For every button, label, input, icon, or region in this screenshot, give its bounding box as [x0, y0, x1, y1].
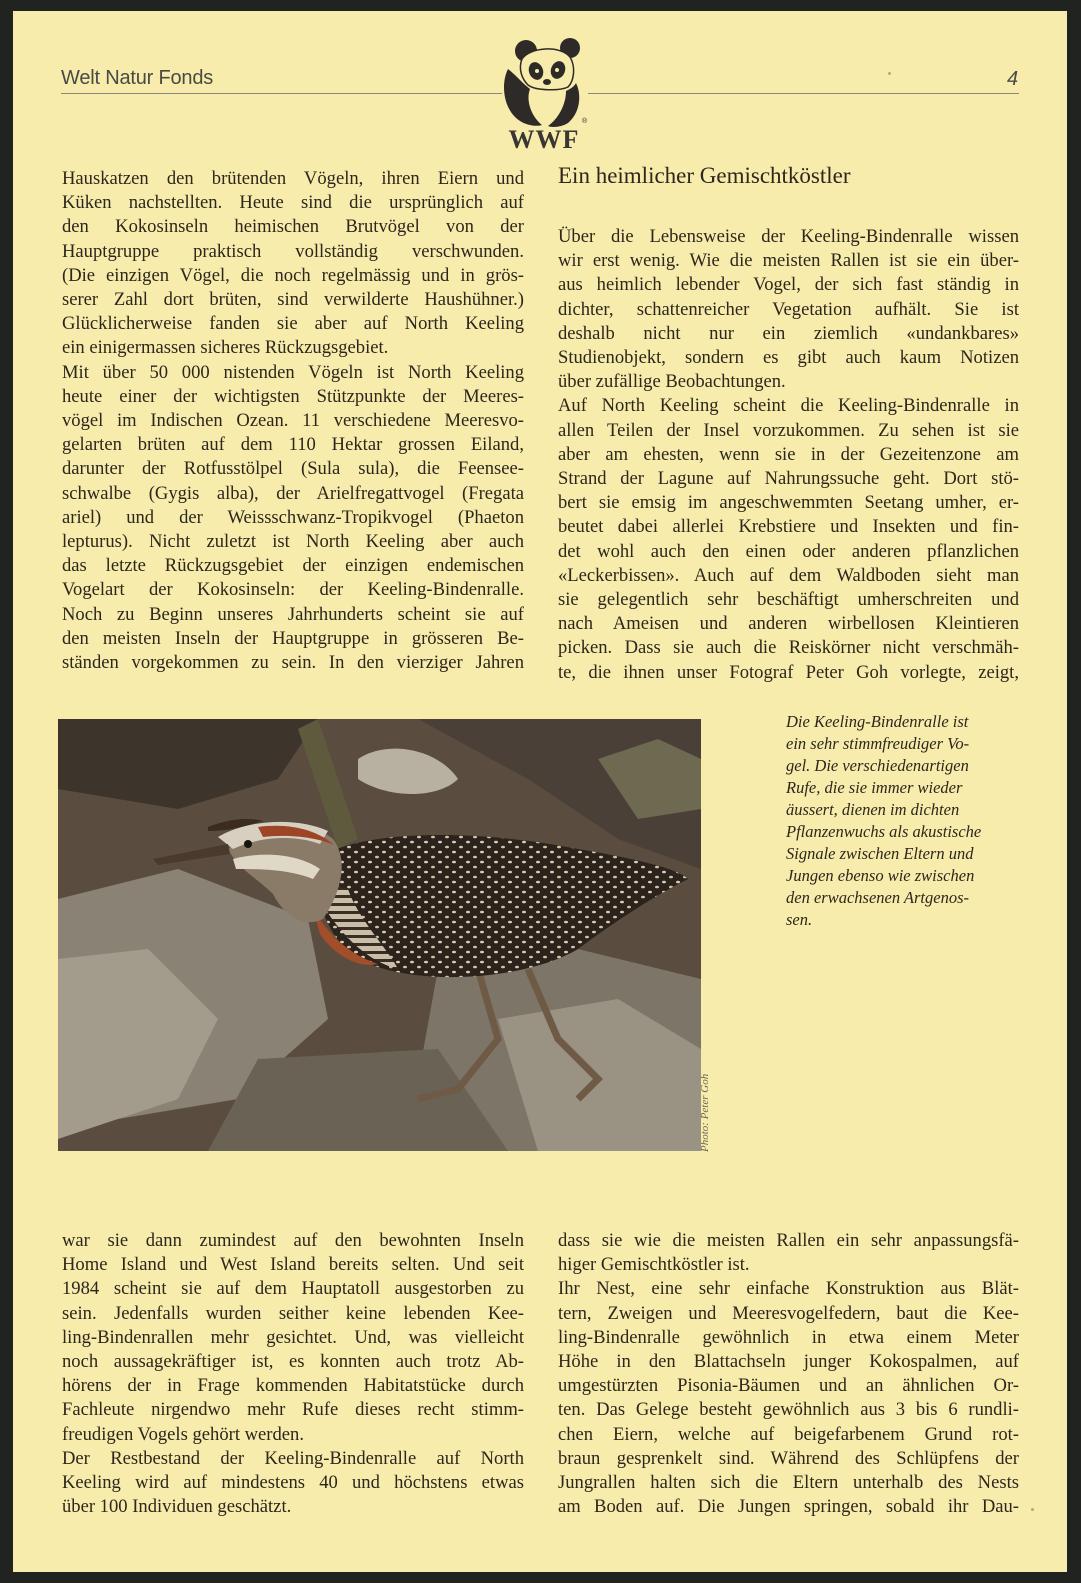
publisher-name: Welt Natur Fonds [61, 67, 214, 89]
text-line: Home Island und West Island bereits selten. Und seit [62, 1254, 524, 1276]
header-rule-left [61, 93, 502, 94]
caption-line: Jungen ebenso wie zwischen [786, 866, 975, 885]
text-line: det wohl auch den einen oder anderen pflanzlichen [558, 540, 1019, 562]
text-line: war sie dann zumindest auf den bewohnten Inseln [62, 1230, 524, 1251]
bird-photo [58, 719, 701, 1151]
caption-line: Rufe, die sie immer wieder [786, 778, 963, 797]
text-line: den Kokosinseln heimischen Brutvögel von der [62, 216, 524, 238]
text-line: ständen vorgekommen zu sein. In den vierziger Jahren [62, 652, 524, 674]
text-line: te, die ihnen unser Fotograf Peter Goh vorlegte, zeigt, [558, 661, 1019, 683]
text-line: umgestürzten Pisonia-Bäumen und an ähnlichen Or- [558, 1375, 1019, 1397]
column-bottom-left [62, 1229, 524, 1519]
text-line: Fachleute nirgendwo mehr Rufe dieses recht stimm- [62, 1399, 524, 1421]
buff-banded-rail-image [58, 719, 701, 1151]
caption-line: ein sehr stimmfreudiger Vo- [786, 734, 970, 753]
svg-text:®: ® [582, 118, 588, 125]
text-line: ling-Bindenralle gewöhnlich in etwa einem Meter [558, 1326, 1019, 1348]
text-line: Höhe in den Blattachseln junger Kokospalmen, auf [558, 1351, 1019, 1373]
text-line: braun gesprenkelt sind. Während des Schlüpfens der [558, 1447, 1019, 1469]
text-line: Jungrallen halten sich die Eltern unterhalb des Nests [558, 1472, 1019, 1494]
text-line: Mit über 50 000 nistenden Vögeln ist North Keeling [62, 361, 524, 383]
caption-line: Pflanzenwuchs als akustische [786, 822, 982, 841]
text-line: schwalbe (Gygis alba), der Arielfregattvogel (Fregata [62, 482, 524, 504]
text-line: ten. Das Gelege besteht gewöhnlich aus 3 bis 6 rundli- [558, 1399, 1019, 1421]
text-line: (Die einzigen Vögel, die noch regelmässig und in grös- [62, 264, 524, 286]
text-line: Vogelart der Kokosinseln: der Keeling-Bindenralle. [62, 579, 524, 601]
text-line: gelarten brüten auf dem 110 Hektar grossen Eiland, [62, 434, 524, 456]
text-line: bert sie emsig im angeschwemmten Seetang umher, er- [558, 492, 1019, 514]
text-line: dass sie wie die meisten Rallen ein sehr anpassungsfä- [558, 1230, 1019, 1251]
text-line: Hauskatzen den brütenden Vögeln, ihren Eiern und [62, 168, 524, 189]
panda-icon [496, 29, 592, 129]
text-line: am Boden auf. Die Jungen springen, sobald ihr Dau- [558, 1496, 1019, 1518]
header-rule-right [588, 93, 1019, 94]
text-line: hörens der in Frage kommenden Habitatstücke durch [62, 1375, 524, 1397]
document-page [13, 11, 1067, 1572]
text-line: higer Gemischtköstler ist. [558, 1254, 750, 1276]
text-line: wir erst wenig. Wie die meisten Rallen ist sie ein über- [558, 250, 1019, 272]
text-line: Studienobjekt, sondern es gibt auch kaum Notizen [558, 347, 1019, 369]
text-line: lepturus). Nicht zuletzt ist North Keeling aber auch [62, 531, 524, 553]
text-line: vögel im Indischen Ozean. 11 verschiedene Meeresvo- [62, 410, 524, 432]
text-line: aus heimlich lebender Vogel, der sich fast ständig in [558, 274, 1019, 296]
text-line: tern, Zweigen und Meeresvogelfedern, baut die Kee- [558, 1302, 1019, 1324]
caption-line: äussert, dienen im dichten [786, 800, 960, 819]
text-line: «Leckerbissen». Auch auf dem Waldboden sieht man [558, 564, 1019, 586]
text-line: Noch zu Beginn unseres Jahrhunderts scheint sie auf [62, 603, 524, 625]
wwf-panda-logo [496, 29, 592, 159]
text-line: über zufällige Beobachtungen. [558, 371, 786, 393]
text-line: heute einer der wichtigsten Stützpunkte der Meeres- [62, 385, 524, 407]
text-line: ariel) und der Weissschwanz-Tropikvogel (Phaeton [62, 506, 524, 528]
text-line: Ihr Nest, eine sehr einfache Konstruktion aus Blät- [558, 1278, 1019, 1300]
text-line: Auf North Keeling scheint die Keeling-Bindenralle in [558, 395, 1019, 417]
text-line: ling-Bindenrallen mehr gesichtet. Und, was vielleicht [62, 1326, 524, 1348]
text-line: chen Eiern, welche auf beigefarbenem Grund rot- [558, 1423, 1019, 1445]
text-line: freudigen Vogels gehört werden. [62, 1423, 304, 1445]
page-number: 4 [1007, 68, 1019, 90]
photo-caption [786, 711, 1026, 931]
text-line: Hauptgruppe praktisch vollständig verschwunden. [62, 240, 524, 262]
text-line: sie gelegentlich sehr beschäftigt umherschreiten und [558, 589, 1019, 611]
text-line: beutet dabei allerlei Krebstiere und Insekten und fin- [558, 516, 1019, 538]
text-line: sein. Jedenfalls wurden seither keine lebenden Kee- [62, 1302, 524, 1324]
caption-line: den erwachsenen Artgenos- [786, 888, 969, 907]
text-line: nach Ameisen und anderen wirbellosen Kleintieren [558, 613, 1019, 635]
wwf-logo-text: WWF [508, 125, 580, 154]
text-line: deshalb nicht nur ein ziemlich «undankbares» [558, 322, 1019, 344]
paper-speck [1031, 1508, 1034, 1511]
text-line: den meisten Inseln der Hauptgruppe in grösseren Be- [62, 627, 524, 649]
text-line: darunter der Rotfusstölpel (Sula sula), die Feensee- [62, 458, 524, 480]
text-line: über 100 Individuen geschätzt. [62, 1496, 292, 1518]
text-line: Der Restbestand der Keeling-Bindenralle auf North [62, 1447, 524, 1469]
text-line: Glücklicherweise fanden sie aber auf North Keeling [62, 313, 524, 335]
caption-line: gel. Die verschiedenartigen [786, 756, 969, 775]
text-line: dichter, schattenreicher Vegetation aufhält. Sie ist [558, 298, 1019, 320]
caption-line: sen. [786, 910, 813, 929]
section-heading: Ein heimlicher Gemischtköstler [558, 163, 851, 188]
text-line: 1984 scheint sie auf dem Hauptatoll ausgestorben zu [62, 1278, 524, 1300]
column-top-left [62, 167, 524, 675]
text-line: noch aussagekräftiger ist, es konnten auch trotz Ab- [62, 1351, 524, 1373]
text-line: Keeling wird auf mindestens 40 und höchstens etwas [62, 1472, 524, 1494]
photo-credit: Photo: Peter Goh [699, 1073, 711, 1152]
text-line: Über die Lebensweise der Keeling-Bindenralle wissen [558, 226, 1019, 247]
text-line: das letzte Rückzugsgebiet der einzigen endemischen [62, 555, 524, 577]
text-line: Küken nachstellten. Heute sind die ursprünglich auf [62, 192, 524, 214]
caption-line: Signale zwischen Eltern und [786, 844, 974, 863]
caption-line: Die Keeling-Bindenralle ist [786, 712, 969, 731]
text-line: serer Zahl dort brüten, sind verwilderte Haushühner.) [62, 289, 524, 311]
text-line: Strand der Lagune auf Nahrungssuche geht. Dort stö- [558, 468, 1019, 490]
column-top-right [558, 225, 1019, 685]
paper-speck [888, 72, 891, 75]
text-line: ein einigermassen sicheres Rückzugsgebiet. [62, 337, 389, 359]
text-line: allen Teilen der Insel vorzukommen. Zu sehen ist sie [558, 419, 1019, 441]
text-line: aber am ehesten, wenn sie in der Gezeitenzone am [558, 443, 1019, 465]
text-line: picken. Dass sie auch die Reiskörner nicht verschmäh- [558, 637, 1019, 659]
column-bottom-right [558, 1229, 1019, 1519]
